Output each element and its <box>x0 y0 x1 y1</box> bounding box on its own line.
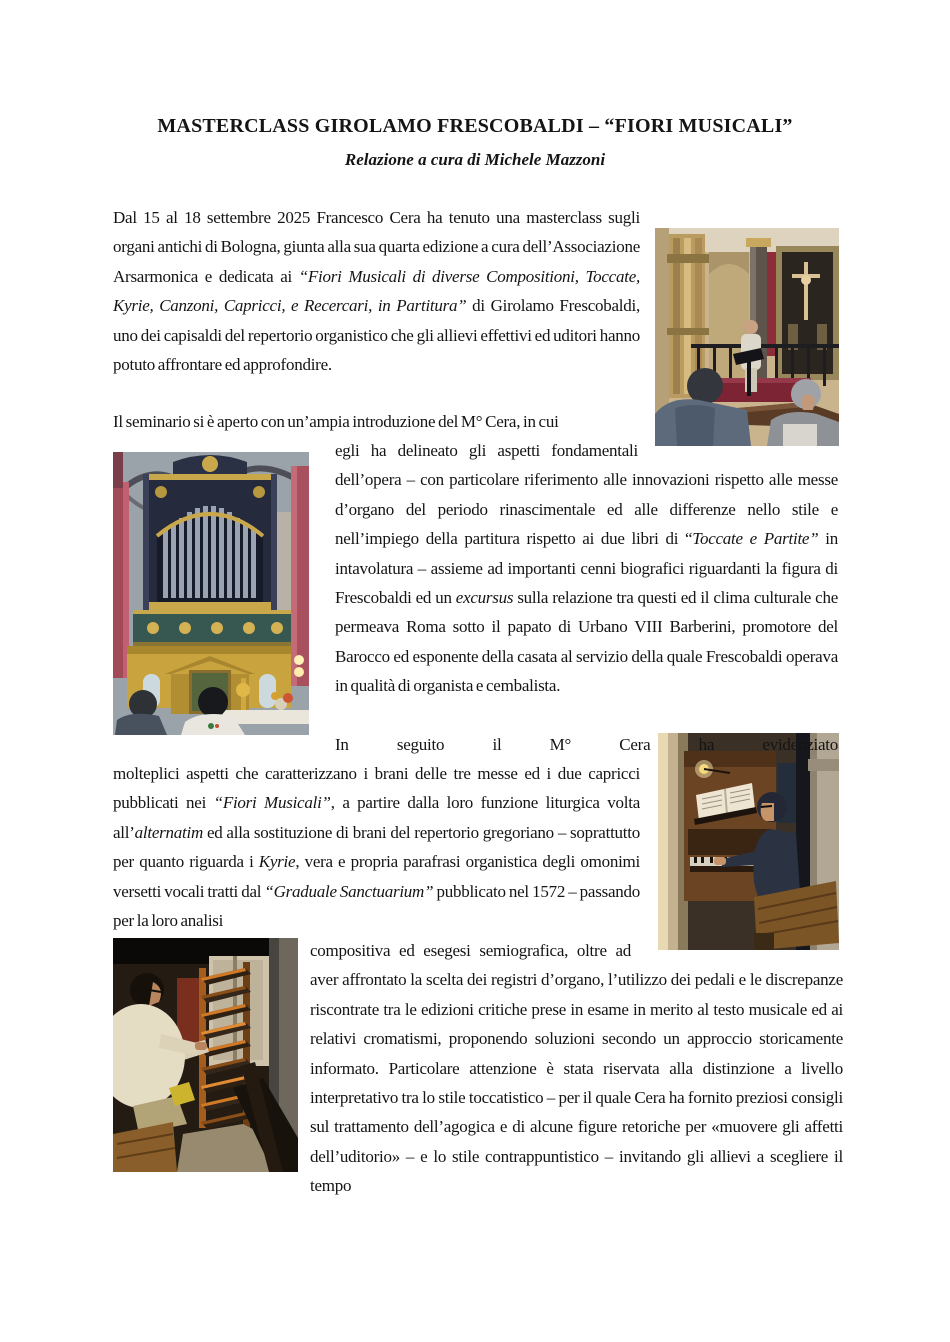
paragraph-2-continuation <box>335 436 838 701</box>
stop-levers-illustration <box>113 938 298 1172</box>
paragraph-1 <box>113 203 640 379</box>
text-segment-italic: excursus <box>455 588 514 608</box>
text-segment: compositiva ed esegesi semiografica, oltre ad aver affrontato la scelta dei registri d’organo, l’utilizzo dei pedali e le discrepanze riscontrate tra le edizioni critiche prese in esame in merito al testo musicale ed ai relativi cromatismi, proponendo soluzioni secondo un approccio storicamente informato. Particolare attenzione è stata riservata alla distinzione a livello interpretativo tra lo stile toccatistico – per il quale Cera ha fornito preziosi consigli sul trattamento dell’agogica e di alcune figure retoriche per «muovere gli affetti dell’uditorio» – e lo stile contrappuntistico – invitando gli allievi a scegliere il tempo <box>310 941 843 1196</box>
church-lecture-illustration <box>655 228 839 446</box>
organ-balcony-illustration <box>113 452 309 735</box>
text-wrap-spacer <box>638 436 838 456</box>
text-segment-italic: Toccate e Partite” <box>692 529 819 549</box>
organist-console-illustration <box>658 733 839 950</box>
text-segment: , vera e propria parafrasi organistica degli omonimi versetti vocali tratti dal <box>113 852 640 901</box>
text-segment: egli ha delineato gli aspetti fondamentali dell’opera – con particolare riferimento alle innovazioni rispetto alle messe d’organo del periodo rinascimentale ed alle differenze nello stile e nell’impiego della partitura rispetto ai due libri di “ <box>335 441 838 549</box>
text-segment: In seguito il M° Cera ha evidenziato <box>335 735 838 754</box>
photo-masterclass-lecture <box>655 228 839 446</box>
photo-historic-organ <box>113 452 309 735</box>
text-segment: Dal 15 al 18 settembre 2025 Francesco Cera ha tenuto una masterclass sugli organi antichi di Bologna, giunta alla sua quarta edizione a cura dell’Associazione Arsarmonica e dedicata ai <box>113 208 640 286</box>
text-segment: in intavolatura – assieme ad importanti cenni biografici riguardanti la figura di Frescobaldi ed un <box>335 529 838 608</box>
paragraph-3-continuation <box>310 936 843 1201</box>
text-segment-italic: “Fiori Musicali di diverse Compositioni, Toccate, Kyrie, Canzoni, Capricci, e Recercari, in Partitura” <box>113 266 640 316</box>
text-segment: pubblicato nel 1572 – passando per la loro analisi <box>113 881 640 931</box>
page-subtitle: Relazione a cura di Michele Mazzoni <box>344 150 606 169</box>
text-segment-italic: “Fiori Musicali” <box>213 793 331 813</box>
photo-organist-at-console <box>658 733 839 950</box>
text-segment: molteplici aspetti che caratterizzano i brani delle tre messe ed i due capricci pubblicati nei <box>113 764 640 813</box>
text-segment: di Girolamo Frescobaldi, uno dei capisaldi del repertorio organistico che gli allievi effettivi ed uditori hanno potuto affrontare ed approfondire. <box>113 296 640 375</box>
paragraph-3-left-block <box>113 759 640 935</box>
paragraph-2-first-line <box>113 407 559 436</box>
text-segment-italic: Kyrie <box>258 852 296 872</box>
text-segment: ed alla sostituzione di brani del repertorio gregoriano – soprattutto per quanto riguarda i <box>113 822 640 872</box>
text-segment: sulla relazione tra questi ed il clima culturale che permeava Roma sotto il papato di Urbano VIII Barberini, promotore del Barocco ed esponente della casata al servizio della quale Frescobaldi operava in qualità di organista e cembalista. <box>335 588 838 696</box>
text-segment: Il seminario si è aperto con un’ampia introduzione del M° Cera, in cui <box>113 412 559 431</box>
paragraph-3-first-line <box>335 730 838 759</box>
text-wrap-spacer <box>631 936 843 956</box>
page-title: MASTERCLASS GIROLAMO FRESCOBALDI – “FIORI MUSICALI” <box>157 115 793 137</box>
text-segment-italic: “Graduale Sanctuarium” <box>264 881 434 901</box>
photo-organ-stop-levers <box>113 938 298 1172</box>
text-segment: , a partire dalla loro funzione liturgica volta all’ <box>113 793 640 842</box>
text-segment-italic: alternatim <box>134 822 203 842</box>
